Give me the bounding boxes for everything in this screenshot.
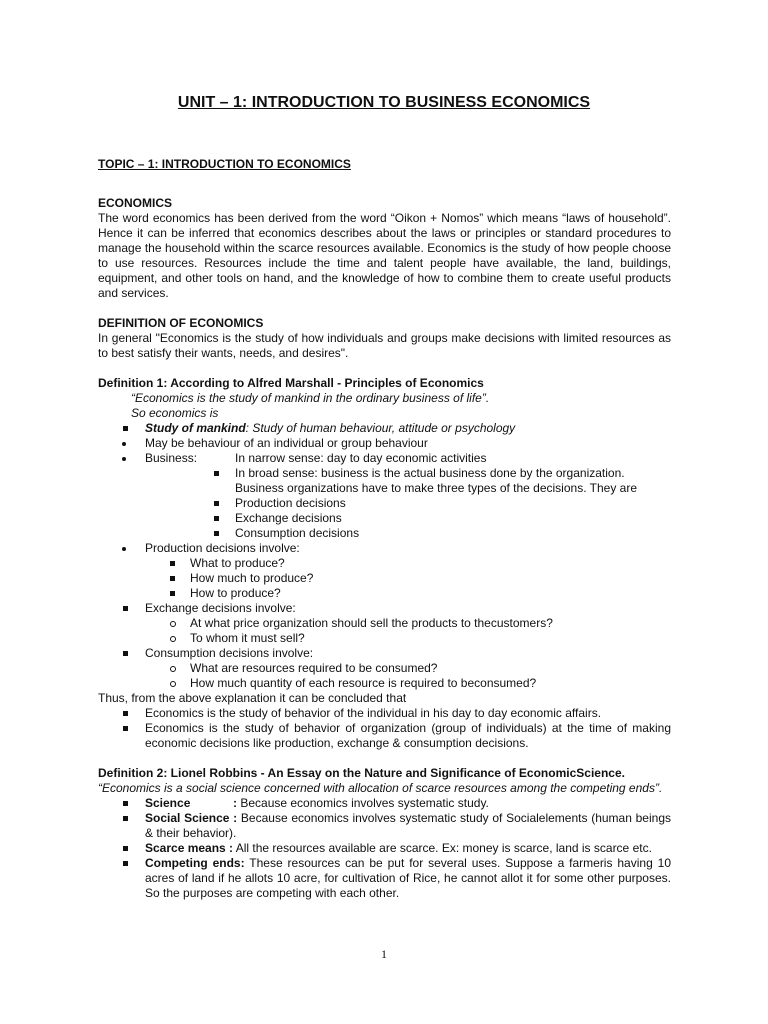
consumption-heading: Consumption decisions involve: xyxy=(145,646,314,660)
def2-item-scarce-means xyxy=(98,841,671,856)
production-item-label: How much to produce? xyxy=(190,571,314,585)
so-economics-is: So economics is xyxy=(131,406,219,420)
list-item-broad xyxy=(98,466,671,481)
square-bullet-icon xyxy=(123,721,128,731)
document-body xyxy=(98,196,671,901)
production-item xyxy=(98,586,671,601)
consumption-item-label: What are resources required to be consumed? xyxy=(190,661,438,675)
behaviour-text: May be behaviour of an individual or group behaviour xyxy=(145,436,428,450)
social-science-label: Social Science : xyxy=(145,811,238,825)
marshall-quote: “Economics is the study of mankind in the ordinary business of life”. xyxy=(131,391,490,405)
consumption-item xyxy=(98,661,671,676)
list-item-business xyxy=(98,451,671,466)
production-item-label: What to produce? xyxy=(190,556,285,570)
def2-item-science: Science : Because economics involves systematic study. xyxy=(98,796,671,811)
consumption-item-label: How much quantity of each resource is required to beconsumed? xyxy=(190,676,537,690)
decision-type-label: Production decisions xyxy=(235,496,346,510)
competing-ends-label: Competing ends: xyxy=(145,856,245,870)
economics-heading: ECONOMICS xyxy=(98,196,173,210)
def2-item-social-science xyxy=(98,811,671,841)
square-bullet-icon xyxy=(170,556,175,566)
decision-type-label: Consumption decisions xyxy=(235,526,360,540)
round-bullet-icon xyxy=(122,451,126,461)
exchange-heading: Exchange decisions involve: xyxy=(145,601,296,615)
decision-type-item xyxy=(98,526,671,541)
square-bullet-icon xyxy=(214,466,219,476)
definition-paragraph: In general "Economics is the study of how individuals and groups make decisions with limited resources as to best satisfy their wants, needs, and desires". xyxy=(98,331,671,360)
list-item-behaviour xyxy=(98,436,671,451)
circle-bullet-icon xyxy=(170,616,176,627)
square-bullet-icon xyxy=(123,796,128,806)
definition-1-heading: Definition 1: According to Alfred Marshall - Principles of Economics xyxy=(98,376,484,390)
square-bullet-icon xyxy=(123,646,128,656)
science-text: Because economics involves systematic study. xyxy=(240,796,489,810)
square-bullet-icon xyxy=(123,601,128,611)
list-item-production xyxy=(98,541,671,556)
topic-heading: TOPIC – 1: INTRODUCTION TO ECONOMICS xyxy=(98,157,351,171)
decision-type-item xyxy=(98,496,671,511)
study-label: Study of mankind xyxy=(145,421,246,435)
science-label: Science xyxy=(145,796,191,810)
conclusion-item-label: Economics is the study of behavior of the individual in his day to day economic affairs. xyxy=(145,706,602,720)
production-heading: Production decisions involve: xyxy=(145,541,300,555)
definition-heading: DEFINITION OF ECONOMICS xyxy=(98,316,264,330)
business-org-text: Business organizations have to make three types of the decisions. They are xyxy=(235,481,638,495)
business-label: Business: xyxy=(145,451,198,465)
square-bullet-icon xyxy=(123,421,128,431)
exchange-item-label: To whom it must sell? xyxy=(190,631,305,645)
business-broad: In broad sense: business is the actual business done by the organization. xyxy=(235,466,625,480)
square-bullet-icon xyxy=(214,496,219,506)
conclusion-item xyxy=(98,721,671,751)
social-science-text: Because economics involves systematic study of Socialelements (human beings & their behavior). xyxy=(145,811,671,840)
round-bullet-icon xyxy=(122,436,126,446)
def2-item-competing-ends xyxy=(98,856,671,901)
scarce-means-text: All the resources available are scarce. Ex: money is scarce, land is scarce etc. xyxy=(235,841,652,855)
competing-ends-text: These resources can be put for several uses. Suppose a farmeris having 10 acres of land if he allots 10 acre, for cultivation of Rice, he cannot allot it for some other purposes. So the purposes are competing with each other. xyxy=(145,856,671,900)
production-item xyxy=(98,556,671,571)
list-item-study xyxy=(98,421,671,436)
exchange-item xyxy=(98,616,671,631)
circle-bullet-icon xyxy=(170,676,176,687)
square-bullet-icon xyxy=(123,811,128,821)
round-bullet-icon xyxy=(122,541,126,551)
page-title: UNIT – 1: INTRODUCTION TO BUSINESS ECONOMICS xyxy=(177,94,591,111)
square-bullet-icon xyxy=(170,586,175,596)
list-item-exchange xyxy=(98,601,671,616)
production-item xyxy=(98,571,671,586)
definition-2-heading: Definition 2: Lionel Robbins - An Essay on the Nature and Significance of EconomicScience. xyxy=(98,766,625,780)
conclusion-item-label: Economics is the study of behavior of organization (group of individuals) at the time of making economic decisions like production, exchange & consumption decisions. xyxy=(145,721,671,750)
circle-bullet-icon xyxy=(170,631,176,642)
page-number: 1 xyxy=(381,947,387,961)
square-bullet-icon xyxy=(170,571,175,581)
business-narrow: In narrow sense: day to day economic activities xyxy=(235,451,487,465)
scarce-means-label: Scarce means : xyxy=(145,841,234,855)
square-bullet-icon xyxy=(214,526,219,536)
study-text: : Study of human behaviour, attitude or psychology xyxy=(245,421,516,435)
consumption-item xyxy=(98,676,671,691)
robbins-quote: “Economics is a social science concerned with allocation of scarce resources among the competing ends”. xyxy=(98,781,663,795)
exchange-item-label: At what price organization should sell the products to thecustomers? xyxy=(190,616,553,630)
square-bullet-icon xyxy=(123,856,128,866)
exchange-item xyxy=(98,631,671,646)
conclusion-item xyxy=(98,706,671,721)
square-bullet-icon xyxy=(123,706,128,716)
conclusion-text: Thus, from the above explanation it can be concluded that xyxy=(98,691,407,705)
circle-bullet-icon xyxy=(170,661,176,672)
economics-paragraph: The word economics has been derived from the word “Oikon + Nomos” which means “laws of household”. Hence it can be inferred that economics describes about the laws or principles or standard procedures to manage the household within the scarce resources available. Economics is the study of how people choose to use resources. Resources include the time and talent people have available, the land, buildings, equipment, and other tools on hand, and the knowledge of how to combine them to create useful products and services. xyxy=(98,211,671,300)
decision-type-item xyxy=(98,511,671,526)
decision-type-label: Exchange decisions xyxy=(235,511,342,525)
square-bullet-icon xyxy=(123,841,128,851)
list-item-consumption xyxy=(98,646,671,661)
square-bullet-icon xyxy=(214,511,219,521)
production-item-label: How to produce? xyxy=(190,586,281,600)
